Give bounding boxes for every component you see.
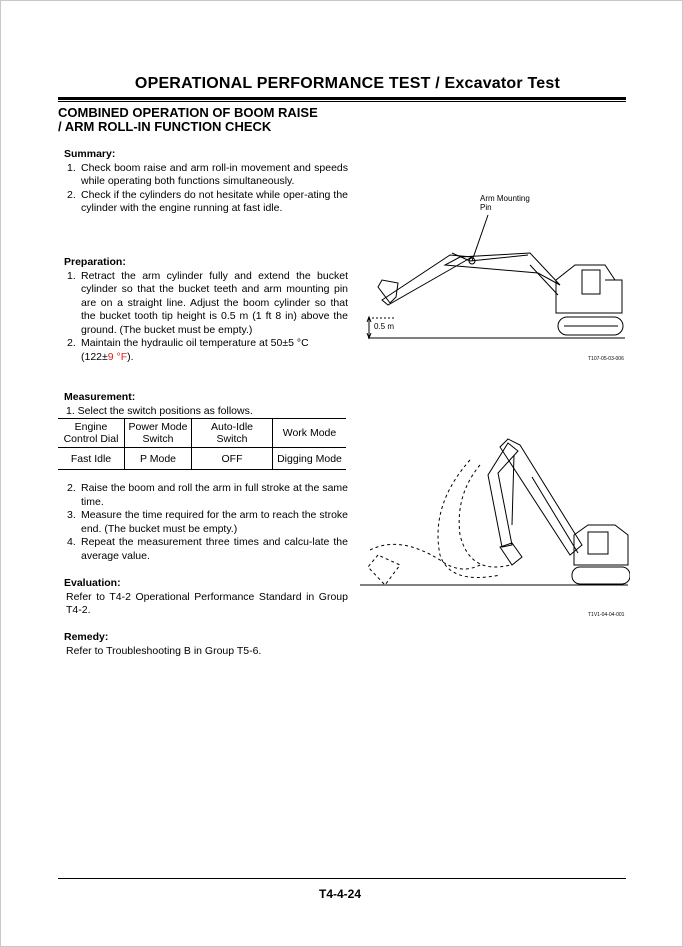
remedy-text: Refer to Troubleshooting B in Group T5-6. <box>66 644 262 657</box>
table-cell: OFF <box>192 448 273 470</box>
measurement-steps <box>58 482 348 563</box>
summary-block <box>58 148 348 216</box>
arm-mounting-pin-label-line1: Arm Mounting <box>480 194 530 203</box>
measurement-step-number: 4. <box>67 536 76 548</box>
upper-structure <box>556 265 622 313</box>
engine-dial-header-2: Control Dial <box>63 433 119 445</box>
boom-cylinder <box>530 265 558 295</box>
summary-item-text: Check if the cylinders do not hesitate while oper-ating the cylinder with the engine running at fast idle. <box>81 188 348 214</box>
engine-dial-header-1: Engine <box>74 421 108 433</box>
table-cell: P Mode <box>125 448 192 470</box>
measurement-step-text: Raise the boom and roll the arm in full stroke at the same time. <box>81 482 348 508</box>
preparation-item-text: Maintain the hydraulic oil temperature at 50±5 °C <box>81 337 309 349</box>
footer-rule <box>58 878 626 879</box>
page-header-title: OPERATIONAL PERFORMANCE TEST / Excavator Test <box>134 75 560 92</box>
table-header-cell: Work Mode <box>273 419 347 448</box>
preparation-item <box>58 270 348 338</box>
summary-item-number: 2. <box>67 188 76 201</box>
figure1-caption: T107-05-03-006 <box>588 356 624 362</box>
measurement-block <box>58 391 348 418</box>
measurement-heading: Measurement: <box>64 391 136 403</box>
header-rule-thin <box>58 101 626 102</box>
cab-window <box>582 270 600 294</box>
measurement-step-text: Measure the time required for the arm to reach the stroke end. (The bucket must be empty.) <box>81 509 348 535</box>
measurement-step <box>58 536 348 563</box>
height-label: 0.5 m <box>374 322 395 331</box>
table-row <box>58 448 346 470</box>
summary-item <box>58 162 348 189</box>
preparation-item <box>58 337 348 364</box>
boom-cylinder <box>532 477 578 553</box>
motion-path-2 <box>438 460 500 578</box>
bucket <box>500 543 522 565</box>
remedy-block <box>58 631 348 658</box>
figure2-caption: T1V1-04-04-001 <box>588 612 625 618</box>
temperature-text: (122± <box>81 350 108 363</box>
measurement-step-number: 2. <box>67 482 76 494</box>
temperature-red-text: 9 °F <box>107 350 128 363</box>
arm-mounting-pin-label <box>480 194 530 212</box>
arm-mounting-pin-label-line2: Pin <box>480 203 492 212</box>
auto-idle-header-1: Auto-Idle <box>210 421 254 433</box>
table-header-cell <box>58 419 125 448</box>
evaluation-text: Refer to T4-2 Operational Performance Standard in Group T4-2. <box>66 590 348 616</box>
table-header-cell <box>192 419 273 448</box>
measurement-intro: 1. Select the switch positions as follows. <box>66 404 253 417</box>
motion-path-3 <box>370 544 480 569</box>
temperature-text-end: ). <box>127 350 134 363</box>
measurement-step <box>58 482 348 509</box>
measurement-step <box>58 509 348 536</box>
motion-path-1 <box>459 465 510 567</box>
preparation-item-text: Retract the arm cylinder fully and extend the bucket cylinder so that the bucket teeth and arm mounting pin are on a straight line. Adjust the boom cylinder so that the bucket tooth tip height is 0.5 m (1 ft 8 in) above the ground. (The bucket must be empty.) <box>81 269 348 336</box>
preparation-item-number: 1. <box>67 269 76 282</box>
evaluation-heading: Evaluation: <box>64 577 121 589</box>
preparation-block <box>58 256 348 364</box>
section-title <box>58 106 348 134</box>
table-cell: Fast Idle <box>70 452 112 465</box>
evaluation-block <box>58 577 348 618</box>
auto-idle-header-2: Switch <box>216 433 248 445</box>
cab-window <box>588 532 608 554</box>
switch-positions-table <box>58 418 346 470</box>
table-header-row <box>58 419 346 448</box>
crawler-track <box>572 567 630 584</box>
pin-leader-line <box>472 215 488 261</box>
summary-item <box>58 189 348 216</box>
measurement-step-number: 3. <box>67 509 76 521</box>
table-header-cell <box>125 419 192 448</box>
power-mode-header-1: Power Mode <box>128 421 188 433</box>
table-cell: Digging Mode <box>273 448 347 470</box>
summary-heading: Summary: <box>64 148 116 160</box>
section-title-line2: / ARM ROLL-IN FUNCTION CHECK <box>58 119 272 134</box>
summary-item-number: 1. <box>67 161 76 174</box>
excavator-arm-rollin-figure <box>360 415 630 610</box>
bucket-start-position <box>368 555 400 585</box>
section-title-line1: COMBINED OPERATION OF BOOM RAISE <box>58 105 318 120</box>
header-rule <box>58 97 626 100</box>
preparation-item-number: 2. <box>67 337 76 349</box>
power-mode-header-2: Switch <box>142 433 174 445</box>
measurement-step-text: Repeat the measurement three times and calcu-late the average value. <box>81 536 348 562</box>
remedy-heading: Remedy: <box>64 631 109 643</box>
preparation-heading: Preparation: <box>64 256 126 268</box>
page-number: T4-4-24 <box>318 887 362 901</box>
summary-item-text: Check boom raise and arm roll-in movement and speeds while operating both functions simultaneously. <box>81 161 348 187</box>
